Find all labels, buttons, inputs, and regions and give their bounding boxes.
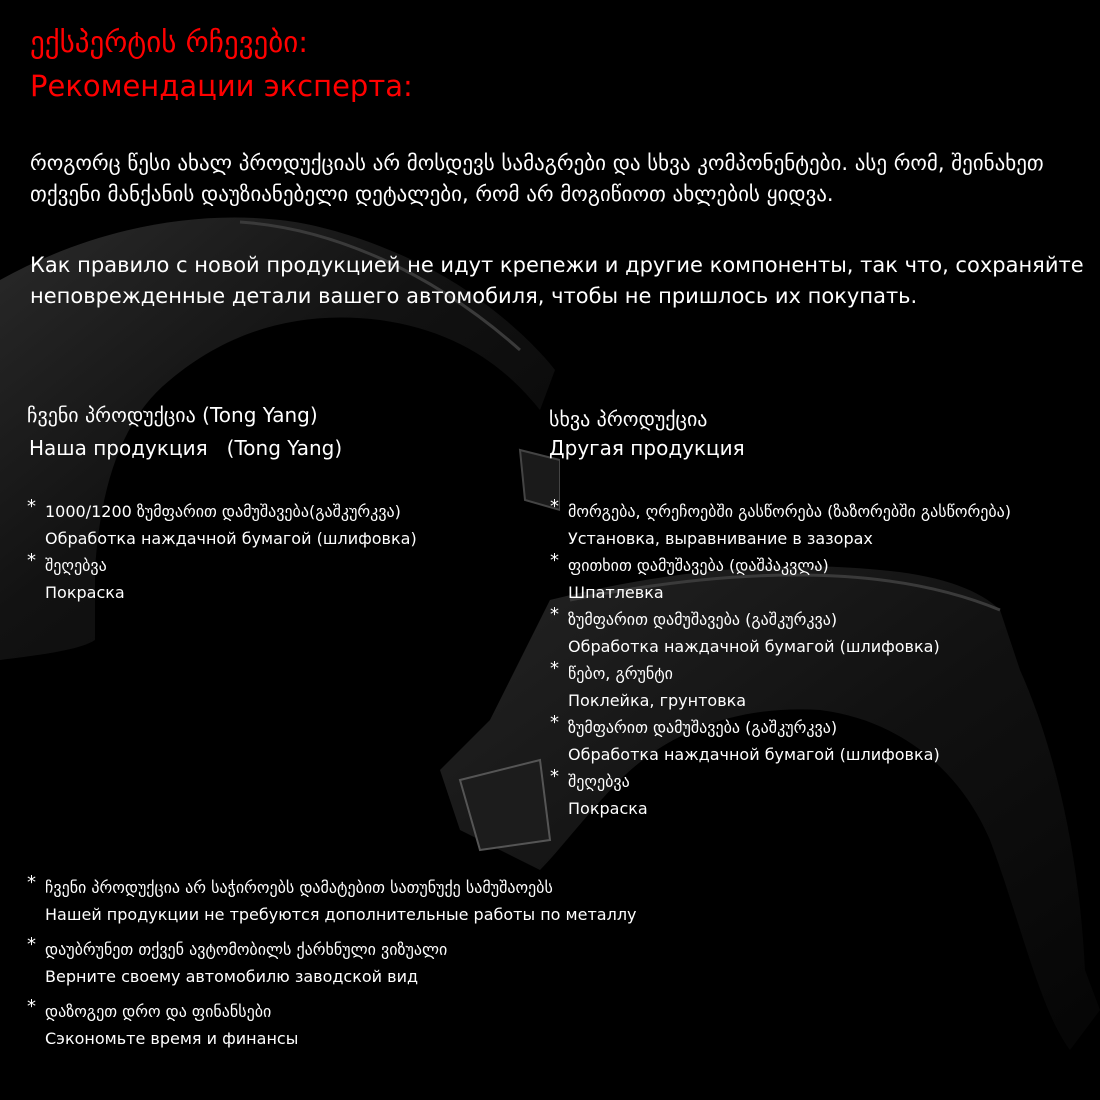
bullet-star: * <box>550 766 559 787</box>
item-russian: Верните своему автомобилю заводской вид <box>45 967 419 986</box>
item-georgian: დაზოგეთ დრო და ფინანსები <box>45 1002 272 1021</box>
item-georgian: 1000/1200 ზუმფარით დამუშავება(გაშკურკვა) <box>45 502 401 521</box>
item-russian: Поклейка, грунтовка <box>568 691 747 710</box>
bullet-star: * <box>27 496 36 517</box>
item-russian: Шпатлевка <box>568 583 664 602</box>
list-item <box>27 874 637 928</box>
title-russian: Рекомендации эксперта: <box>30 69 413 103</box>
item-georgian: ზუმფარით დამუშავება (გაშკურკვა) <box>568 718 838 737</box>
item-georgian: ჩვენი პროდუქცია არ საჭიროებს დამატებით სათუნუქე სამუშაოებს <box>45 878 553 897</box>
item-georgian: ფითხით დამუშავება (დაშპაკვლა) <box>568 556 829 575</box>
list-item <box>550 768 1011 822</box>
item-russian: Обработка наждачной бумагой (шлифовка) <box>45 529 417 548</box>
footer-benefits-list <box>27 874 637 1060</box>
item-russian: Установка, выравнивание в зазорах <box>568 529 873 548</box>
item-russian: Обработка наждачной бумагой (шлифовка) <box>568 637 940 656</box>
item-russian: Обработка наждачной бумагой (шлифовка) <box>568 745 940 764</box>
item-georgian: მორგება, ღრეჩოებში გასწორება (ზაზორებში გასწორება) <box>568 502 1011 521</box>
bullet-star: * <box>550 712 559 733</box>
list-item <box>550 714 1011 768</box>
our-product-list <box>27 498 417 606</box>
bullet-star: * <box>550 550 559 571</box>
our-product-heading-russian: Наша продукция (Tong Yang) <box>29 436 343 460</box>
list-item <box>550 552 1011 606</box>
bullet-star: * <box>27 996 36 1017</box>
item-georgian: შეღებვა <box>568 772 630 791</box>
other-product-list <box>550 498 1011 822</box>
other-product-heading-georgian: სხვა პროდუქცია <box>549 407 708 431</box>
item-russian: Покраска <box>568 799 648 818</box>
bullet-star: * <box>27 872 36 893</box>
item-georgian: წებო, გრუნტი <box>568 664 673 683</box>
bullet-star: * <box>550 604 559 625</box>
title-georgian: ექსპერტის რჩევები: <box>30 25 308 59</box>
item-russian: Покраска <box>45 583 125 602</box>
item-georgian: ზუმფარით დამუშავება (გაშკურკვა) <box>568 610 838 629</box>
list-item <box>550 660 1011 714</box>
list-item <box>27 498 417 552</box>
list-item <box>27 998 637 1052</box>
list-item <box>550 498 1011 552</box>
item-georgian: დაუბრუნეთ თქვენ ავტომობილს ქარხნული ვიზუალი <box>45 940 448 959</box>
intro-georgian: როგორც წესი ახალ პროდუქციას არ მოსდევს სამაგრები და სხვა კომპონენტები. ასე რომ, შეინახეთ თქვენი მანქანის დაუზიანებელი დეტალები, რომ არ მოგიწიოთ ახლების ყიდვა. <box>30 151 1044 206</box>
other-product-heading-russian: Другая продукция <box>549 436 745 460</box>
list-item <box>27 936 637 990</box>
item-russian: Нашей продукции не требуются дополнительные работы по металлу <box>45 905 637 924</box>
our-product-heading-georgian: ჩვენი პროდუქცია (Tong Yang) <box>27 403 318 427</box>
list-item <box>550 606 1011 660</box>
bullet-star: * <box>27 934 36 955</box>
item-georgian: შეღებვა <box>45 556 107 575</box>
list-item <box>27 552 417 606</box>
bullet-star: * <box>27 550 36 571</box>
intro-russian: Как правило с новой продукцией не идут крепежи и другие компоненты, так что, сохраняйте неповрежденные детали вашего автомобиля, чтобы не пришлось их покупать. <box>30 253 1084 308</box>
bullet-star: * <box>550 658 559 679</box>
bullet-star: * <box>550 496 559 517</box>
item-russian: Сэкономьте время и финансы <box>45 1029 299 1048</box>
